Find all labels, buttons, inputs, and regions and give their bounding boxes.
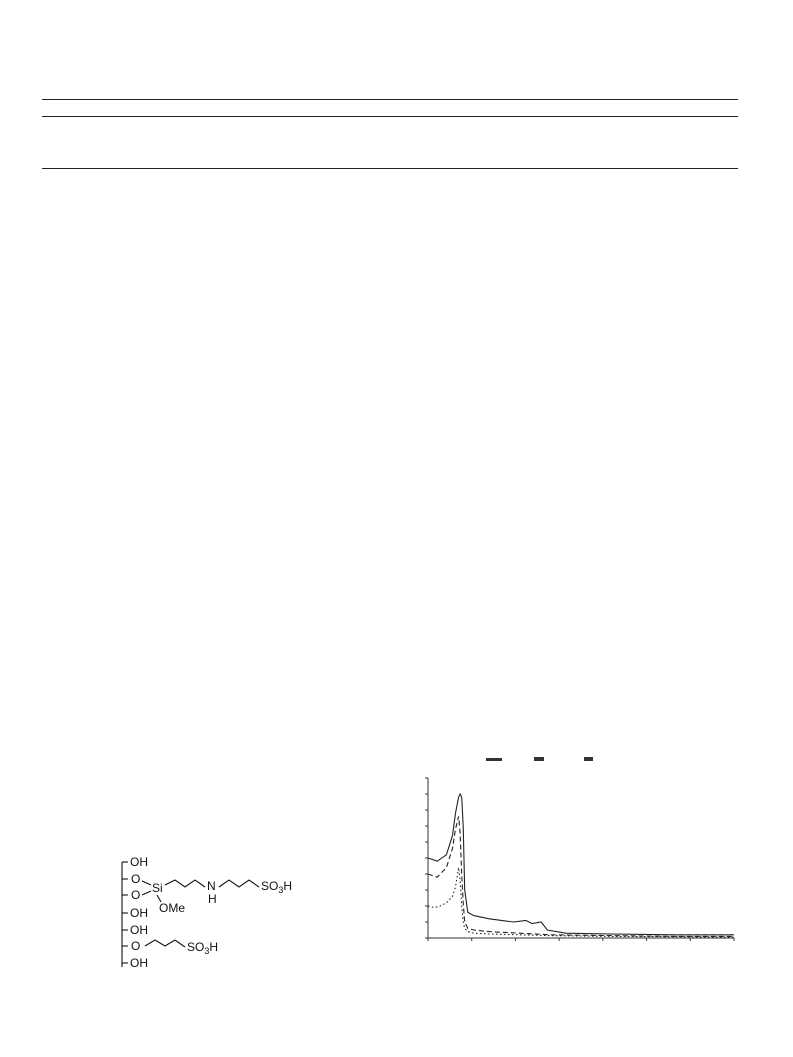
n-label: N — [207, 879, 216, 893]
chart-series — [428, 794, 734, 937]
chart-svg — [400, 750, 745, 950]
chemical-structure-svg — [95, 850, 355, 975]
ome-label: OMe — [159, 901, 186, 915]
legend-mark-3 — [584, 757, 593, 761]
table-bottom-rule — [42, 168, 738, 169]
chart-axes — [425, 778, 734, 941]
chart-figure — [400, 750, 745, 950]
so3h-label-2: $SO_3H$ — [187, 940, 219, 956]
series-line-3 — [428, 868, 734, 938]
series-line-2 — [428, 816, 734, 936]
oh-label-4: OH — [130, 956, 148, 970]
oh-label-3: OH — [130, 923, 148, 937]
table-header-rule — [42, 116, 738, 117]
h-label: H — [208, 892, 217, 906]
chemical-structure-figure — [95, 850, 355, 975]
table-top-rule — [42, 99, 738, 100]
legend-mark-2 — [534, 757, 544, 761]
legend-mark-1 — [486, 758, 502, 761]
o-label-3: O — [131, 939, 141, 953]
legend-marks — [486, 757, 593, 761]
si-label: Si — [152, 881, 163, 895]
oh-label-2: OH — [130, 906, 148, 920]
o-label-1: O — [131, 872, 141, 886]
o-label-2: O — [131, 888, 141, 902]
so3h-label-1: $SO_3H$ — [261, 879, 293, 895]
oh-label-1: OH — [130, 855, 148, 869]
series-line-1 — [428, 794, 734, 935]
